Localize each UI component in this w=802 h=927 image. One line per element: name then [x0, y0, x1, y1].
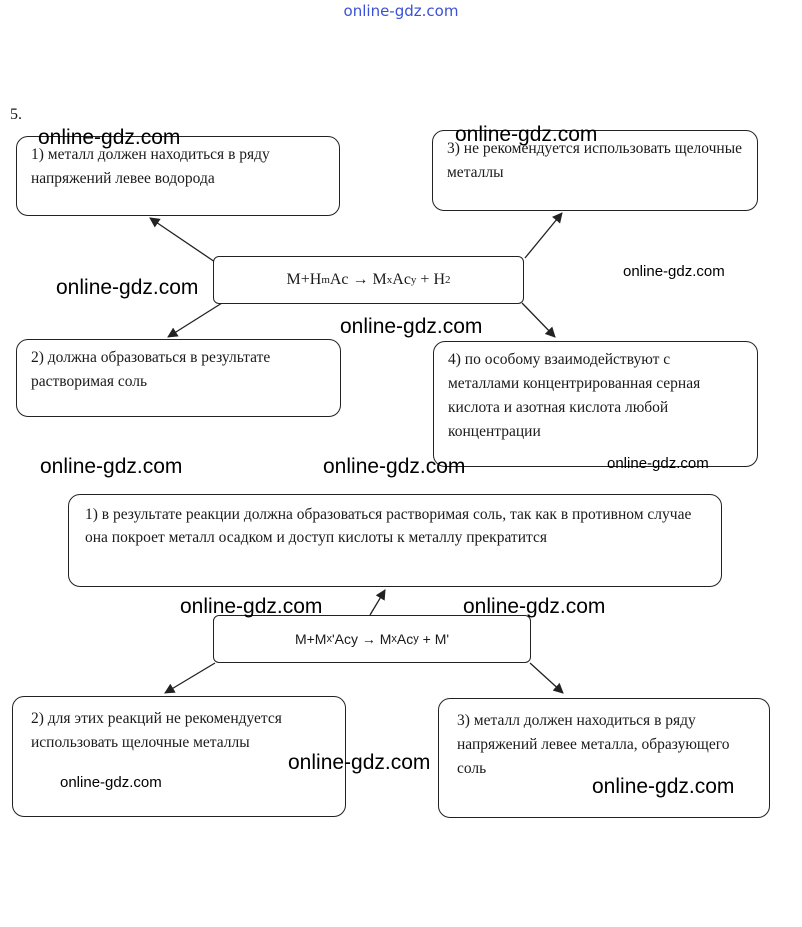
watermark-5: online-gdz.com: [340, 315, 483, 338]
d2-eq-mid2: Ac: [396, 631, 414, 647]
watermark-13: online-gdz.com: [592, 775, 735, 798]
d1-box-4-text: 4) по особому взаимодействуют с металлами концентрированная серная кислота и азотная кислота любой концентрации: [448, 351, 701, 440]
watermark-6: online-gdz.com: [40, 455, 183, 478]
d2-box-3: [438, 698, 770, 818]
arrow-d1-to-box4: [522, 303, 555, 337]
d1-eq-sub4: 2: [445, 274, 451, 286]
arrow-d2-to-box3: [530, 663, 563, 693]
d2-eq-sub1: x: [326, 633, 332, 645]
watermark-10: online-gdz.com: [463, 595, 606, 618]
d2-box-1-text: 1) в результате реакции должна образоваться растворимая соль, так как в противном случае она покроет металл осадком и доступ кислоты к металлу прекратится: [85, 506, 692, 546]
watermark-1: online-gdz.com: [38, 126, 181, 149]
d2-box-1: [68, 494, 722, 587]
d2-box-3-text: 3) металл должен находиться в ряду напряжений левее металла, образующего соль: [457, 712, 730, 777]
d1-eq-post: + H: [416, 271, 445, 288]
d1-box-2: [16, 339, 341, 417]
d1-box-1-text: 1) металл должен находиться в ряду напряжений левее водорода: [31, 146, 270, 187]
watermark-3: online-gdz.com: [56, 276, 199, 299]
d1-eq-sub3: y: [410, 274, 417, 286]
watermark-11: online-gdz.com: [288, 751, 431, 774]
header-watermark: online-gdz.com: [343, 2, 459, 20]
d2-eq-sub3: y: [413, 633, 419, 645]
arrow-d1-to-box1: [150, 218, 215, 262]
d1-box-2-text: 2) должна образоваться в результате растворимая соль: [31, 349, 271, 390]
d2-eq-sub2: x: [391, 633, 397, 645]
arrow-d1-to-box3: [525, 213, 562, 258]
watermark-9: online-gdz.com: [180, 595, 323, 618]
d1-eq-mid: Ac → M: [329, 271, 387, 288]
d1-box-4: [433, 341, 758, 467]
arrow-d2-to-box2: [165, 663, 215, 693]
watermark-4: online-gdz.com: [623, 263, 725, 280]
watermark-12: online-gdz.com: [60, 774, 162, 791]
d2-eq-post: + M': [418, 631, 450, 647]
watermark-2: online-gdz.com: [455, 123, 598, 146]
d1-eq-pre: M+H: [286, 271, 322, 288]
d2-reaction-equation: [213, 615, 531, 663]
d1-eq-mid2: Ac: [392, 271, 411, 288]
d2-eq-mid: 'Acy → M: [331, 631, 392, 647]
task-number: 5.: [10, 106, 22, 123]
d2-eq-pre: M+M: [294, 631, 327, 647]
d1-reaction-equation: [213, 256, 524, 304]
d1-box-3-text: 3) не рекомендуется использовать щелочные металлы: [447, 140, 742, 181]
watermark-8: online-gdz.com: [607, 455, 709, 472]
watermark-7: online-gdz.com: [323, 455, 466, 478]
d1-eq-sub1: m: [321, 274, 330, 286]
arrow-d1-to-box2: [168, 303, 222, 337]
arrow-d2-to-box1: [370, 590, 385, 615]
d1-eq-sub2: x: [386, 274, 393, 286]
d2-box-2-text: 2) для этих реакций не рекомендуется использовать щелочные металлы: [31, 710, 282, 751]
